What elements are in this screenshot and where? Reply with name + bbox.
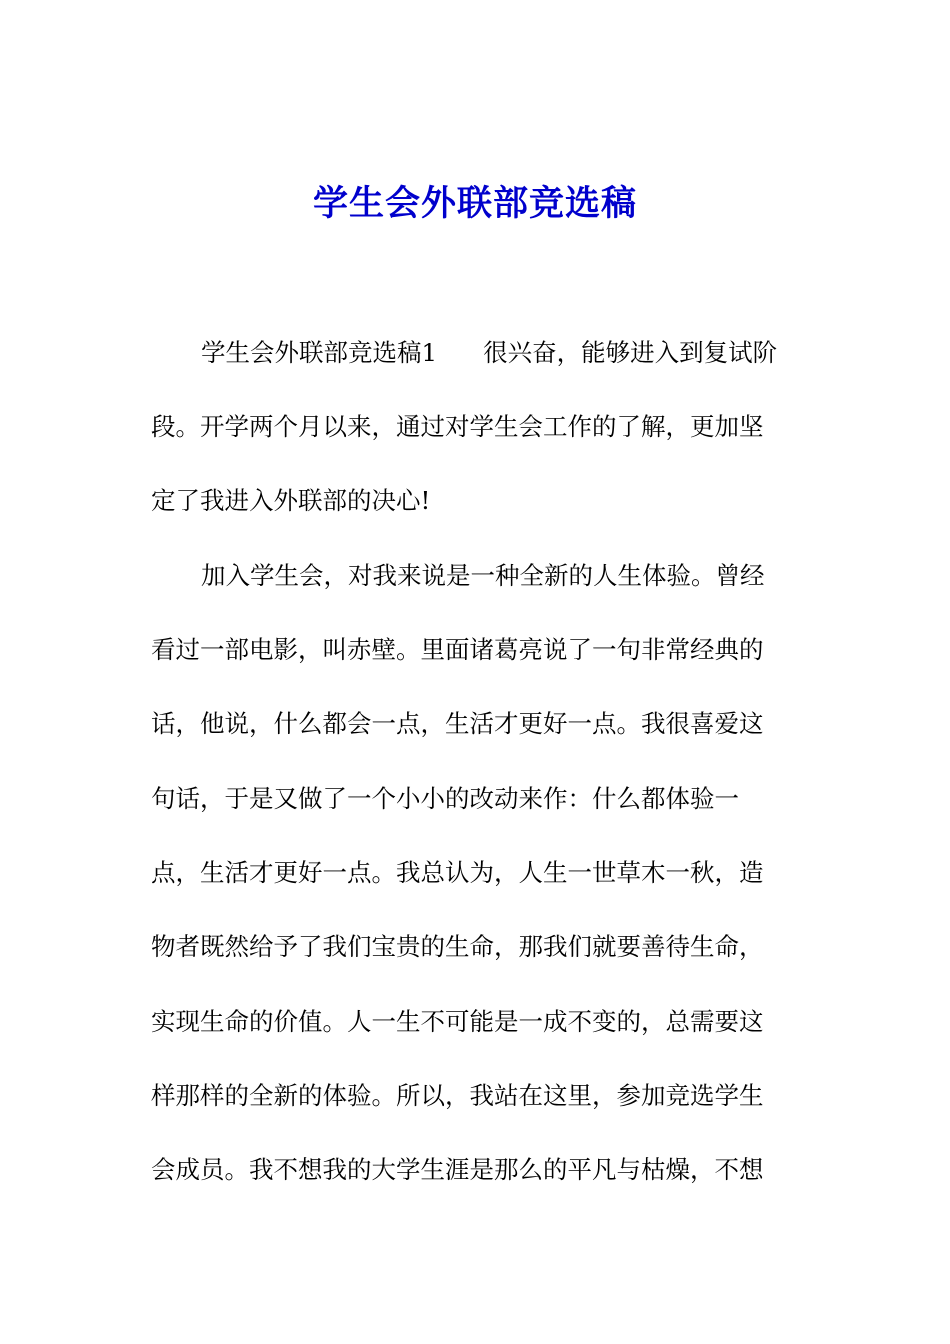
- paragraph-line: 实现生命的价值。人一生不可能是一成不变的，总需要这: [151, 1007, 764, 1036]
- paragraph-line: 样那样的全新的体验。所以，我站在这里，参加竞选学生: [151, 1081, 764, 1110]
- paragraph-text: 很兴奋，能够进入到复试阶: [483, 338, 778, 367]
- paragraph-line: 话，他说，什么都会一点，生活才更好一点。我很喜爱这: [151, 709, 764, 738]
- paragraph-line: 物者既然给予了我们宝贵的生命，那我们就要善待生命，: [151, 932, 764, 961]
- paragraph-line: 点，生活才更好一点。我总认为，人生一世草木一秋，造: [151, 858, 764, 887]
- paragraph-line: 会成员。我不想我的大学生涯是那么的平凡与枯燥，不想: [151, 1155, 764, 1184]
- paragraph-line: 句话，于是又做了一个小小的改动来作：什么都体验一: [151, 784, 739, 813]
- paragraph-line: 段。开学两个月以来，通过对学生会工作的了解，更加坚: [151, 412, 764, 441]
- document-title: 学生会外联部竞选稿: [312, 183, 637, 224]
- section-heading-inline: 学生会外联部竞选稿1: [201, 338, 438, 367]
- paragraph-line: 加入学生会，对我来说是一种全新的人生体验。曾经: [201, 561, 765, 590]
- paragraph-line: 定了我进入外联部的决心!: [151, 486, 431, 515]
- paragraph-line: 看过一部电影，叫赤壁。里面诸葛亮说了一句非常经典的: [151, 635, 764, 664]
- paragraph-line: [201, 327, 777, 379]
